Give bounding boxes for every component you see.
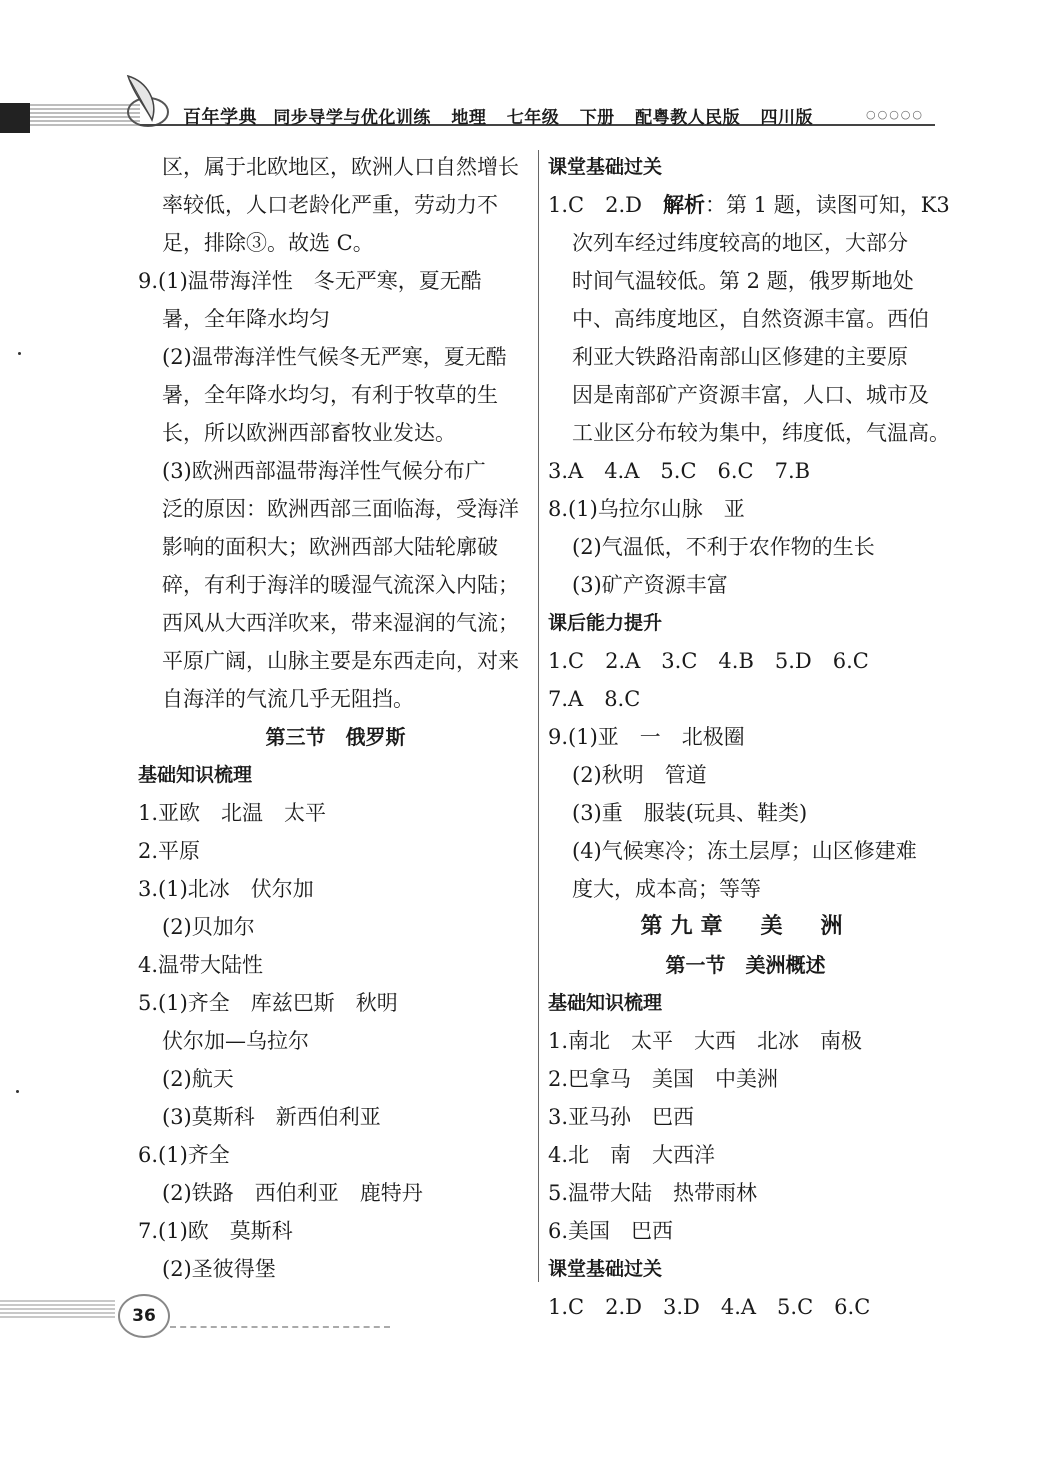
- brand-name: 百年学典: [183, 107, 257, 128]
- section-heading: 基础知识梳理: [138, 764, 253, 786]
- answer-line: 1.南北 太平 大西 北冰 南极: [548, 1029, 863, 1053]
- answer-line: 度大，成本高；等等: [572, 877, 761, 901]
- answer-line: 暑，全年降水均匀: [162, 307, 330, 331]
- quill-logo-icon: [118, 72, 178, 130]
- answer-line: 7.(1)欧 莫斯科: [138, 1219, 293, 1243]
- answer-line: 1.亚欧 北温 太平: [138, 801, 327, 825]
- answer-line: 暑，全年降水均匀，有利于牧草的生: [162, 383, 498, 407]
- series-name: 同步导学与优化训练: [273, 108, 431, 128]
- answer-line: (3)莫斯科 新西伯利亚: [162, 1105, 381, 1129]
- answer-line: 利亚大铁路沿南部山区修建的主要原: [572, 345, 908, 369]
- column-divider: [538, 150, 539, 1282]
- grade: 七年级: [506, 108, 560, 128]
- footer-stripes: [0, 1300, 115, 1320]
- answer-line: 1.C 2.D 解析：第 1 题，读图可知，K3: [548, 193, 950, 217]
- answer-line: (2)秋明 管道: [572, 763, 707, 787]
- section-heading: 课堂基础过关: [548, 1258, 663, 1280]
- answer-line: (2)铁路 西伯利亚 鹿特丹: [162, 1181, 423, 1205]
- volume: 下册: [579, 108, 615, 128]
- right-column: [548, 148, 950, 1326]
- answer-line: 工业区分布较为集中，纬度低，气温高。: [572, 421, 950, 445]
- answer-line: (3)重 服装(玩具、鞋类): [572, 801, 808, 825]
- answer-line: 9.(1)亚 一 北极圈: [548, 725, 745, 749]
- left-column: [138, 148, 533, 1288]
- answer-line: 4.温带大陆性: [138, 953, 264, 977]
- answer-line: 8.(1)乌拉尔山脉 亚: [548, 497, 745, 521]
- answer-line: 长，所以欧洲西部畜牧业发达。: [162, 421, 456, 445]
- answer-line: 2.平原: [138, 839, 201, 863]
- answer-line: (2)气温低，不利于农作物的生长: [572, 535, 875, 559]
- answer-line: 足，排除③。故选 C。: [162, 231, 374, 255]
- answer-line: 1.C 2.D 3.D 4.A 5.C 6.C: [548, 1295, 871, 1319]
- answer-line: (2)圣彼得堡: [162, 1257, 276, 1281]
- answer-line: 自海洋的气流几乎无阻挡。: [162, 687, 414, 711]
- scan-speck: [18, 352, 21, 355]
- answer-line: 时间气温较低。第 2 题，俄罗斯地处: [572, 269, 914, 293]
- answer-line: 7.A 8.C: [548, 687, 641, 711]
- edition: 配粤教人民版: [635, 108, 741, 128]
- answer-line: 率较低，人口老龄化严重，劳动力不: [162, 193, 498, 217]
- answer-line: 9.(1)温带海洋性 冬无严寒，夏无酷: [138, 269, 482, 293]
- region-edition: 四川版: [760, 108, 814, 128]
- page-number: 36: [118, 1294, 170, 1338]
- answer-line: 3.A 4.A 5.C 6.C 7.B: [548, 459, 811, 483]
- chapter-heading: 第一节 美洲概述: [665, 953, 826, 977]
- answer-line: 5.(1)齐全 库兹巴斯 秋明: [138, 991, 398, 1015]
- answer-line: 影响的面积大；欧洲西部大陆轮廓破: [162, 535, 498, 559]
- answer-line: (3)矿产资源丰富: [572, 573, 728, 597]
- answer-line: 伏尔加—乌拉尔: [162, 1029, 309, 1053]
- answer-line: 2.巴拿马 美国 中美洲: [548, 1067, 779, 1091]
- answer-line: 区，属于北欧地区，欧洲人口自然增长: [162, 155, 519, 179]
- running-header: [183, 103, 813, 129]
- keyword-analysis: 解析: [662, 193, 705, 217]
- answer-line: 平原广阔，山脉主要是东西走向，对来: [162, 649, 519, 673]
- answer-line: 次列车经过纬度较高的地区，大部分: [572, 231, 908, 255]
- scan-speck: [16, 1090, 19, 1093]
- answer-line: (3)欧洲西部温带海洋性气候分布广: [162, 459, 486, 483]
- answer-line: (2)航天: [162, 1067, 234, 1091]
- header-black-tab: [0, 103, 30, 133]
- answer-line: (2)温带海洋性气候冬无严寒，夏无酷: [162, 345, 507, 369]
- answer-line: 西风从大西洋吹来，带来湿润的气流；: [162, 611, 519, 635]
- answer-line: 中、高纬度地区，自然资源丰富。西伯: [572, 307, 929, 331]
- answer-line: (2)贝加尔: [162, 915, 255, 939]
- chapter-heading: 第九章 美 洲: [640, 914, 851, 939]
- subject: 地理: [451, 108, 487, 128]
- header-dots: ○○○○○: [866, 108, 924, 121]
- answer-line: 4.北 南 大西洋: [548, 1143, 716, 1167]
- answer-line: 泛的原因：欧洲西部三面临海，受海洋: [162, 497, 519, 521]
- answer-line: 1.C 2.A 3.C 4.B 5.D 6.C: [548, 649, 869, 673]
- answer-line: 3.(1)北冰 伏尔加: [138, 877, 314, 901]
- answer-line: (4)气候寒冷；冻土层厚；山区修建难: [572, 839, 917, 863]
- answer-line: 6.(1)齐全: [138, 1143, 230, 1167]
- section-heading: 课后能力提升: [548, 612, 663, 634]
- chapter-heading: 第三节 俄罗斯: [265, 725, 406, 749]
- answer-line: 6.美国 巴西: [548, 1219, 674, 1243]
- answer-line: 3.亚马孙 巴西: [548, 1105, 695, 1129]
- footer-dashed-rule: [170, 1326, 390, 1328]
- answer-line: 碎，有利于海洋的暖湿气流深入内陆；: [162, 573, 519, 597]
- answer-line: 5.温带大陆 热带雨林: [548, 1181, 758, 1205]
- section-heading: 基础知识梳理: [548, 992, 663, 1014]
- answer-line: 因是南部矿产资源丰富，人口、城市及: [572, 383, 929, 407]
- section-heading: 课堂基础过关: [548, 156, 663, 178]
